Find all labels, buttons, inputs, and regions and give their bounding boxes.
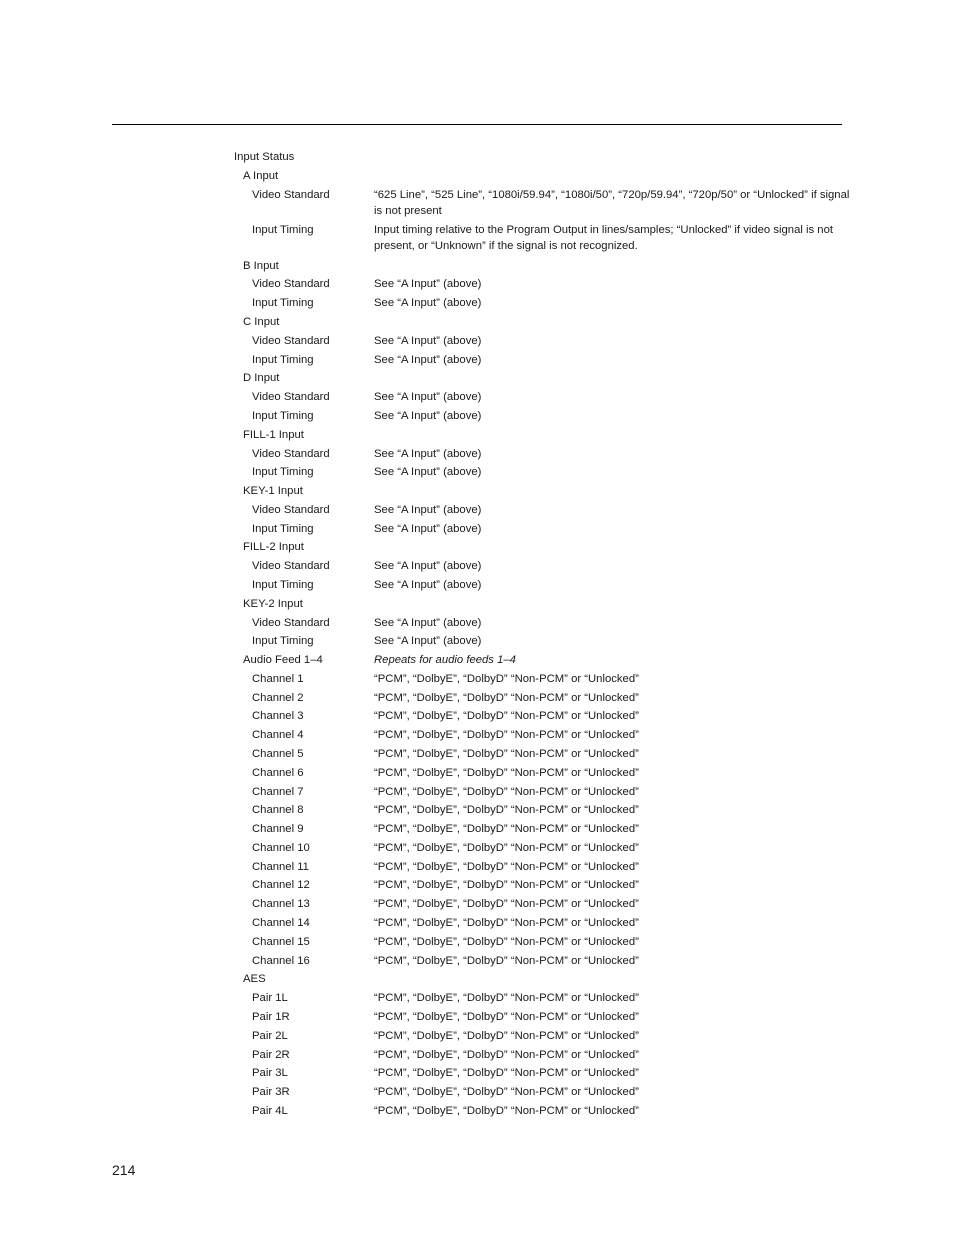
- row-label: Channel 7: [252, 785, 304, 798]
- row-label: Channel 3: [252, 710, 304, 723]
- table-row: [0, 220, 954, 255]
- table-row: [0, 951, 954, 970]
- row-description: “PCM”, “DolbyE”, “DolbyD” “Non-PCM” or “Unlocked”: [374, 935, 639, 948]
- table-row: [0, 801, 954, 820]
- row-description: See “A Input” (above): [374, 278, 482, 291]
- table-row: [0, 369, 954, 388]
- table-row: [0, 745, 954, 764]
- row-description: “PCM”, “DolbyE”, “DolbyD” “Non-PCM” or “Unlocked”: [374, 804, 639, 817]
- table-row: [0, 632, 954, 651]
- row-description: “PCM”, “DolbyE”, “DolbyD” “Non-PCM” or “Unlocked”: [374, 823, 639, 836]
- table-row: [0, 519, 954, 538]
- row-description: “PCM”, “DolbyE”, “DolbyD” “Non-PCM” or “Unlocked”: [374, 954, 639, 967]
- row-label: Channel 6: [252, 766, 304, 779]
- row-label: D Input: [243, 372, 280, 385]
- table-row: [0, 1026, 954, 1045]
- row-description: See “A Input” (above): [374, 578, 482, 591]
- table-row: [0, 148, 954, 167]
- row-label: Input Timing: [252, 635, 314, 648]
- row-label: FILL-1 Input: [243, 428, 304, 441]
- row-label: Pair 3R: [252, 1086, 290, 1099]
- row-description: See “A Input” (above): [374, 522, 482, 535]
- table-row: [0, 350, 954, 369]
- table-row: [0, 1008, 954, 1027]
- row-label: Pair 2R: [252, 1048, 290, 1061]
- row-label: Audio Feed 1–4: [243, 654, 323, 667]
- row-label: Channel 11: [252, 860, 309, 873]
- table-row: [0, 256, 954, 275]
- row-label: Input Timing: [252, 297, 314, 310]
- row-description: “PCM”, “DolbyE”, “DolbyD” “Non-PCM” or “Unlocked”: [374, 898, 639, 911]
- table-row: [0, 670, 954, 689]
- row-description: “PCM”, “DolbyE”, “DolbyD” “Non-PCM” or “Unlocked”: [374, 766, 639, 779]
- row-description: See “A Input” (above): [374, 616, 482, 629]
- row-label: Channel 1: [252, 672, 304, 685]
- table-row: [0, 407, 954, 426]
- table-row: [0, 839, 954, 858]
- row-label: Channel 14: [252, 917, 310, 930]
- row-description: “PCM”, “DolbyE”, “DolbyD” “Non-PCM” or “Unlocked”: [374, 992, 639, 1005]
- table-row: [0, 557, 954, 576]
- table-row: [0, 331, 954, 350]
- table-row: [0, 538, 954, 557]
- table-row: [0, 763, 954, 782]
- row-description: “PCM”, “DolbyE”, “DolbyD” “Non-PCM” or “Unlocked”: [374, 710, 639, 723]
- row-description: See “A Input” (above): [374, 447, 482, 460]
- row-label: Channel 16: [252, 954, 310, 967]
- row-label: B Input: [243, 259, 279, 272]
- table-row: [0, 895, 954, 914]
- table-row: [0, 1101, 954, 1120]
- row-description: See “A Input” (above): [374, 466, 482, 479]
- table-row: [0, 782, 954, 801]
- row-description: See “A Input” (above): [374, 334, 482, 347]
- table-row: [0, 970, 954, 989]
- row-description: Input timing relative to the Program Output in lines/samples; “Unlocked” if video signal is not present, or “Unknown” if the signal is not recognized.: [374, 223, 833, 252]
- page-number: 214: [112, 1162, 136, 1178]
- table-row: [0, 186, 954, 221]
- row-label: Input Timing: [252, 409, 314, 422]
- row-description: “PCM”, “DolbyE”, “DolbyD” “Non-PCM” or “Unlocked”: [374, 1010, 639, 1023]
- row-description: “PCM”, “DolbyE”, “DolbyD” “Non-PCM” or “Unlocked”: [374, 748, 639, 761]
- table-row: [0, 425, 954, 444]
- row-description: See “A Input” (above): [374, 503, 482, 516]
- table-row: [0, 651, 954, 670]
- table-row: [0, 932, 954, 951]
- table-row: [0, 313, 954, 332]
- row-description: “PCM”, “DolbyE”, “DolbyD” “Non-PCM” or “Unlocked”: [374, 879, 639, 892]
- row-label: Pair 4L: [252, 1104, 288, 1117]
- row-label: KEY-2 Input: [243, 597, 303, 610]
- row-description: See “A Input” (above): [374, 560, 482, 573]
- table-row: [0, 914, 954, 933]
- row-label: Input Timing: [252, 353, 314, 366]
- table-row: [0, 463, 954, 482]
- row-description: “PCM”, “DolbyE”, “DolbyD” “Non-PCM” or “Unlocked”: [374, 841, 639, 854]
- row-label: Channel 8: [252, 804, 304, 817]
- row-description: “PCM”, “DolbyE”, “DolbyD” “Non-PCM” or “Unlocked”: [374, 1048, 639, 1061]
- row-description: “PCM”, “DolbyE”, “DolbyD” “Non-PCM” or “Unlocked”: [374, 672, 639, 685]
- table-row: [0, 726, 954, 745]
- row-label: Video Standard: [252, 560, 330, 573]
- row-description: “PCM”, “DolbyE”, “DolbyD” “Non-PCM” or “Unlocked”: [374, 785, 639, 798]
- table-row: [0, 444, 954, 463]
- table-row: [0, 876, 954, 895]
- table-row: [0, 688, 954, 707]
- row-label: Channel 9: [252, 823, 304, 836]
- row-description: “PCM”, “DolbyE”, “DolbyD” “Non-PCM” or “Unlocked”: [374, 1086, 639, 1099]
- table-row: [0, 613, 954, 632]
- table-row: [0, 1083, 954, 1102]
- row-description: See “A Input” (above): [374, 353, 482, 366]
- row-description: “PCM”, “DolbyE”, “DolbyD” “Non-PCM” or “Unlocked”: [374, 860, 639, 873]
- row-label: Pair 1R: [252, 1010, 290, 1023]
- row-label: Video Standard: [252, 334, 330, 347]
- row-description: “PCM”, “DolbyE”, “DolbyD” “Non-PCM” or “Unlocked”: [374, 1104, 639, 1117]
- table-row: [0, 482, 954, 501]
- table-row: [0, 388, 954, 407]
- row-description: See “A Input” (above): [374, 409, 482, 422]
- table-row: [0, 594, 954, 613]
- row-label: Input Timing: [252, 578, 314, 591]
- row-label: Video Standard: [252, 447, 330, 460]
- row-label: Pair 1L: [252, 992, 288, 1005]
- row-label: Channel 10: [252, 841, 310, 854]
- row-label: KEY-1 Input: [243, 485, 303, 498]
- row-label: Pair 3L: [252, 1067, 288, 1080]
- header-rule: [112, 124, 842, 125]
- row-label: AES: [243, 973, 266, 986]
- row-label: A Input: [243, 170, 279, 183]
- table-row: [0, 857, 954, 876]
- table-row: [0, 820, 954, 839]
- row-description: “PCM”, “DolbyE”, “DolbyD” “Non-PCM” or “Unlocked”: [374, 729, 639, 742]
- row-label: Video Standard: [252, 278, 330, 291]
- row-description: Repeats for audio feeds 1–4: [374, 654, 516, 667]
- row-label: Channel 12: [252, 879, 310, 892]
- table-row: [0, 294, 954, 313]
- row-description: See “A Input” (above): [374, 391, 482, 404]
- row-label: Input Timing: [252, 466, 314, 479]
- table-row: [0, 1064, 954, 1083]
- status-table: [0, 148, 954, 1120]
- table-row: [0, 989, 954, 1008]
- row-description: “625 Line”, “525 Line”, “1080i/59.94”, “1080i/50”, “720p/59.94”, “720p/50” or “Unlocked” if signal is not present: [374, 188, 850, 217]
- row-label: Input Status: [234, 151, 295, 164]
- row-label: Video Standard: [252, 188, 330, 201]
- row-description: “PCM”, “DolbyE”, “DolbyD” “Non-PCM” or “Unlocked”: [374, 917, 639, 930]
- table-row: [0, 275, 954, 294]
- row-label: Video Standard: [252, 503, 330, 516]
- row-label: Channel 15: [252, 935, 310, 948]
- row-description: “PCM”, “DolbyE”, “DolbyD” “Non-PCM” or “Unlocked”: [374, 691, 639, 704]
- row-description: “PCM”, “DolbyE”, “DolbyD” “Non-PCM” or “Unlocked”: [374, 1067, 639, 1080]
- row-description: See “A Input” (above): [374, 635, 482, 648]
- table-row: [0, 707, 954, 726]
- row-description: See “A Input” (above): [374, 297, 482, 310]
- row-label: Channel 13: [252, 898, 310, 911]
- row-label: Channel 2: [252, 691, 304, 704]
- row-label: FILL-2 Input: [243, 541, 304, 554]
- row-description: “PCM”, “DolbyE”, “DolbyD” “Non-PCM” or “Unlocked”: [374, 1029, 639, 1042]
- table-row: [0, 576, 954, 595]
- row-label: Channel 4: [252, 729, 304, 742]
- table-row: [0, 167, 954, 186]
- row-label: Video Standard: [252, 616, 330, 629]
- table-row: [0, 500, 954, 519]
- row-label: Pair 2L: [252, 1029, 288, 1042]
- row-label: Video Standard: [252, 391, 330, 404]
- row-label: Input Timing: [252, 522, 314, 535]
- row-label: Input Timing: [252, 223, 314, 236]
- row-label: C Input: [243, 316, 280, 329]
- row-label: Channel 5: [252, 748, 304, 761]
- table-row: [0, 1045, 954, 1064]
